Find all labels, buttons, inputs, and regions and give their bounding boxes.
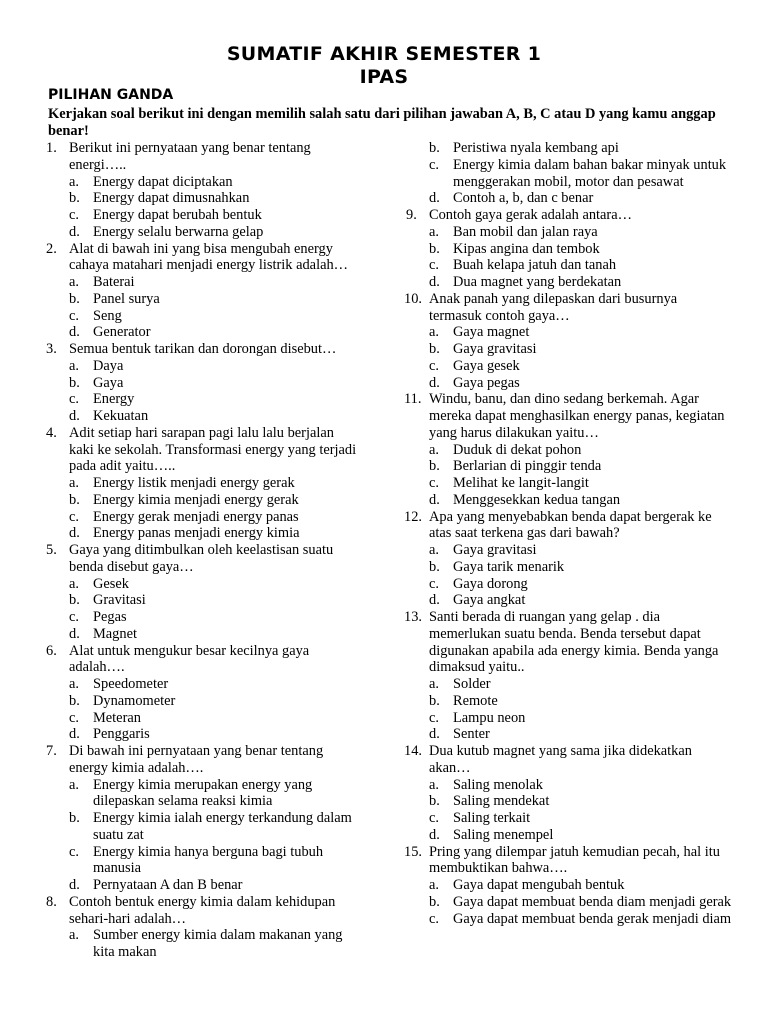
- option-text: Gaya tarik menarik: [453, 558, 565, 575]
- option-2b: [46, 291, 362, 308]
- option-text: Lampu neon: [453, 709, 526, 726]
- option-1b: [46, 190, 362, 207]
- question-number: 13.: [404, 609, 422, 625]
- option-3d: [46, 408, 362, 425]
- option-text: Energy kimia menjadi energy gerak: [93, 491, 299, 508]
- option-text: Seng: [93, 307, 122, 324]
- option-text: Penggaris: [93, 726, 150, 743]
- option-5d: [46, 626, 362, 643]
- option-letter: c.: [429, 709, 439, 726]
- option-14a: [406, 777, 732, 794]
- option-text: Energy listik menjadi energy gerak: [93, 475, 295, 491]
- option-letter: a.: [69, 575, 79, 592]
- document-subtitle: IPAS: [359, 66, 409, 88]
- option-8d: [406, 190, 732, 207]
- option-1a: [46, 174, 362, 191]
- question-number: 14.: [404, 743, 422, 759]
- option-letter: d.: [429, 274, 440, 290]
- option-10c: [406, 358, 732, 375]
- question-1: [46, 140, 362, 174]
- option-letter: a.: [429, 223, 439, 240]
- option-11b: [406, 458, 732, 475]
- option-9b: [406, 241, 732, 258]
- question-3: [46, 341, 362, 358]
- option-8b: [406, 140, 732, 157]
- option-letter: d.: [69, 625, 80, 642]
- option-10a: [406, 324, 732, 341]
- option-text: Baterai: [93, 274, 135, 290]
- left-column: [46, 140, 362, 961]
- instruction-text: Kerjakan soal berikut ini dengan memilih salah satu dari pilihan jawaban A, B, C atau D yang kamu anggap benar!: [48, 106, 716, 139]
- option-text: Energy selalu berwarna gelap: [93, 223, 264, 240]
- option-text: Gaya gesek: [453, 357, 520, 374]
- option-3c: [46, 391, 362, 408]
- option-text: Berlarian di pinggir tenda: [453, 458, 602, 475]
- option-letter: c.: [69, 508, 79, 525]
- question-text: Di bawah ini pernyataan yang benar tentang energy kimia adalah….: [69, 743, 324, 776]
- question-number: 9.: [406, 207, 417, 223]
- option-text: Daya: [93, 357, 124, 374]
- question-text: Contoh gaya gerak adalah antara…: [429, 207, 632, 223]
- option-text: Duduk di dekat pohon: [453, 441, 582, 458]
- option-4b: [46, 492, 362, 509]
- option-text: Energy dapat berubah bentuk: [93, 207, 262, 223]
- option-text: Speedometer: [93, 676, 169, 692]
- option-letter: d.: [69, 324, 80, 341]
- option-13b: [406, 693, 732, 710]
- option-text: Gaya pegas: [453, 374, 520, 391]
- question-8: [46, 894, 362, 928]
- option-text: Energy kimia dalam bahan bakar minyak untuk menggerakan mobil, motor dan pesawat: [453, 156, 727, 190]
- option-letter: b.: [429, 240, 440, 257]
- option-letter: d.: [429, 374, 440, 391]
- option-text: Energy panas menjadi energy kimia: [93, 525, 300, 542]
- option-letter: d.: [69, 877, 80, 893]
- question-text: Alat di bawah ini yang bisa mengubah energy cahaya matahari menjadi energy listrik adalah…: [69, 240, 349, 274]
- option-text: Energy kimia ialah energy terkandung dalam suatu zat: [93, 810, 352, 843]
- option-text: Magnet: [93, 625, 137, 642]
- option-13d: [406, 726, 732, 743]
- option-text: Saling mendekat: [453, 793, 550, 810]
- option-text: Melihat ke langit-langit: [453, 475, 589, 491]
- option-letter: b.: [429, 558, 440, 575]
- option-7a: [46, 777, 362, 811]
- option-text: Contoh a, b, dan c benar: [453, 190, 594, 207]
- option-12c: [406, 576, 732, 593]
- option-11c: [406, 475, 732, 492]
- question-text: Santi berada di ruangan yang gelap . dia memerlukan suatu benda. Benda tersebut dapat digunakan apabila ada energy kimia. Benda yanga dimaksud yaitu..: [429, 609, 719, 676]
- option-15a: [406, 877, 732, 894]
- option-text: Gaya dapat membuat benda diam menjadi gerak: [453, 893, 732, 910]
- question-number: 6.: [46, 642, 57, 659]
- question-5: [46, 542, 362, 576]
- option-14c: [406, 810, 732, 827]
- question-number: 3.: [46, 341, 57, 357]
- option-letter: c.: [69, 391, 79, 408]
- option-9a: [406, 224, 732, 241]
- option-letter: d.: [429, 592, 440, 609]
- question-number: 2.: [46, 240, 57, 257]
- option-12a: [406, 542, 732, 559]
- option-text: Dua magnet yang berdekatan: [453, 274, 622, 290]
- option-text: Saling menolak: [453, 776, 543, 793]
- option-letter: a.: [429, 676, 439, 692]
- question-text: Adit setiap hari sarapan pagi lalu lalu berjalan kaki ke sekolah. Transformasi energy yang terjadi pada adit yaitu…..: [69, 424, 357, 475]
- option-letter: c.: [69, 709, 79, 726]
- option-letter: b.: [429, 140, 440, 156]
- option-11a: [406, 442, 732, 459]
- option-letter: b.: [69, 810, 80, 826]
- option-4d: [46, 525, 362, 542]
- option-letter: a.: [69, 927, 79, 944]
- option-text: Ban mobil dan jalan raya: [453, 223, 598, 240]
- option-13c: [406, 710, 732, 727]
- option-text: Energy dapat dimusnahkan: [93, 190, 250, 207]
- option-6c: [46, 710, 362, 727]
- question-number: 15.: [404, 843, 422, 860]
- option-7c: [46, 844, 362, 878]
- question-text: Dua kutub magnet yang sama jika didekatkan akan…: [429, 743, 692, 776]
- option-10d: [406, 375, 732, 392]
- option-letter: c.: [429, 357, 439, 374]
- question-number: 10.: [404, 290, 422, 307]
- option-letter: b.: [429, 793, 440, 810]
- option-12b: [406, 559, 732, 576]
- option-14b: [406, 793, 732, 810]
- question-number: 4.: [46, 424, 57, 441]
- question-15: [406, 844, 732, 878]
- option-text: Meteran: [93, 709, 141, 726]
- question-number: 7.: [46, 743, 57, 759]
- option-letter: a.: [69, 475, 79, 491]
- question-text: Windu, banu, dan dino sedang berkemah. Agar mereka dapat menghasilkan energy panas, kegiatan yang harus dilakukan yaitu…: [429, 391, 725, 441]
- option-text: Gesek: [93, 575, 129, 592]
- option-text: Kekuatan: [93, 408, 149, 424]
- option-15c: [406, 911, 732, 928]
- question-2: [46, 241, 362, 275]
- option-1d: [46, 224, 362, 241]
- option-letter: c.: [429, 575, 439, 592]
- option-text: Generator: [93, 324, 151, 341]
- option-text: Saling menempel: [453, 826, 554, 843]
- option-1c: [46, 207, 362, 224]
- option-4c: [46, 509, 362, 526]
- option-5b: [46, 592, 362, 609]
- option-letter: a.: [69, 357, 79, 374]
- question-text: Berikut ini pernyataan yang benar tentang energi…..: [69, 140, 311, 173]
- right-column: [406, 140, 732, 927]
- question-4: [46, 425, 362, 475]
- option-12d: [406, 592, 732, 609]
- option-14d: [406, 827, 732, 844]
- option-letter: a.: [429, 776, 439, 793]
- question-7: [46, 743, 362, 777]
- option-text: Gaya gravitasi: [453, 542, 537, 558]
- option-letter: d.: [429, 491, 440, 508]
- option-4a: [46, 475, 362, 492]
- option-7d: [46, 877, 362, 894]
- question-text: Anak panah yang dilepaskan dari busurnya termasuk contoh gaya…: [429, 290, 678, 324]
- question-6: [46, 643, 362, 677]
- option-letter: c.: [429, 910, 439, 927]
- option-letter: d.: [69, 726, 80, 743]
- option-text: Senter: [453, 726, 490, 743]
- option-text: Dynamometer: [93, 692, 176, 709]
- option-text: Pegas: [93, 609, 127, 625]
- option-text: Buah kelapa jatuh dan tanah: [453, 257, 617, 274]
- option-text: Gaya gravitasi: [453, 341, 537, 357]
- question-text: Semua bentuk tarikan dan dorongan disebut…: [69, 341, 337, 357]
- option-text: Gaya dapat mengubah bentuk: [453, 877, 625, 893]
- option-letter: d.: [69, 525, 80, 542]
- option-letter: c.: [429, 810, 439, 826]
- option-text: Gravitasi: [93, 592, 146, 609]
- option-6d: [46, 726, 362, 743]
- option-letter: d.: [429, 726, 440, 743]
- option-letter: a.: [429, 441, 439, 458]
- option-letter: d.: [69, 223, 80, 240]
- option-2c: [46, 308, 362, 325]
- question-9: [406, 207, 732, 224]
- option-text: Remote: [453, 692, 498, 709]
- option-text: Pernyataan A dan B benar: [93, 877, 243, 893]
- option-letter: c.: [429, 475, 439, 491]
- option-5a: [46, 576, 362, 593]
- question-text: Contoh bentuk energy kimia dalam kehidupan sehari-hari adalah…: [69, 893, 336, 927]
- option-letter: b.: [69, 592, 80, 609]
- question-number: 12.: [404, 508, 422, 525]
- option-letter: b.: [429, 893, 440, 910]
- option-text: Energy gerak menjadi energy panas: [93, 508, 299, 525]
- option-letter: c.: [69, 609, 79, 625]
- option-letter: d.: [69, 408, 80, 424]
- option-text: Energy dapat diciptakan: [93, 173, 233, 190]
- option-text: Saling terkait: [453, 810, 531, 826]
- question-12: [406, 509, 732, 543]
- option-letter: a.: [69, 274, 79, 290]
- question-text: Pring yang dilempar jatuh kemudian pecah, hal itu membuktikan bahwa….: [429, 843, 720, 877]
- option-3a: [46, 358, 362, 375]
- option-text: Gaya dorong: [453, 575, 528, 592]
- option-text: Peristiwa nyala kembang api: [453, 140, 619, 156]
- question-text: Gaya yang ditimbulkan oleh keelastisan suatu benda disebut gaya…: [69, 542, 334, 575]
- question-number: 11.: [404, 391, 422, 408]
- option-letter: b.: [429, 341, 440, 357]
- question-number: 8.: [46, 893, 57, 910]
- option-letter: d.: [429, 190, 440, 207]
- document-title: SUMATIF AKHIR SEMESTER 1: [226, 43, 542, 65]
- option-letter: b.: [69, 692, 80, 709]
- option-8a: [46, 927, 362, 961]
- option-6b: [46, 693, 362, 710]
- option-letter: c.: [69, 307, 79, 324]
- option-letter: b.: [69, 290, 80, 307]
- option-2a: [46, 274, 362, 291]
- option-8c: [406, 157, 732, 191]
- question-11: [406, 391, 732, 441]
- option-text: Gaya magnet: [453, 324, 530, 341]
- option-3b: [46, 375, 362, 392]
- option-10b: [406, 341, 732, 358]
- option-text: Energy kimia merupakan energy yang dilepaskan selama reaksi kimia: [93, 776, 313, 810]
- option-text: Energy: [93, 391, 135, 408]
- option-9d: [406, 274, 732, 291]
- option-15b: [406, 894, 732, 911]
- option-6a: [46, 676, 362, 693]
- option-letter: c.: [429, 257, 439, 274]
- option-letter: c.: [69, 207, 79, 223]
- option-letter: b.: [69, 491, 80, 508]
- question-13: [406, 609, 732, 676]
- option-letter: b.: [69, 190, 80, 207]
- question-10: [406, 291, 732, 325]
- option-letter: b.: [69, 374, 80, 391]
- option-letter: d.: [429, 826, 440, 843]
- option-text: Gaya angkat: [453, 592, 526, 609]
- option-5c: [46, 609, 362, 626]
- option-text: Menggesekkan kedua tangan: [453, 491, 621, 508]
- option-text: Sumber energy kimia dalam makanan yang kita makan: [93, 927, 343, 960]
- option-letter: b.: [429, 458, 440, 475]
- question-number: 5.: [46, 542, 57, 558]
- option-letter: a.: [429, 324, 439, 341]
- option-letter: c.: [69, 843, 79, 860]
- option-letter: a.: [69, 173, 79, 190]
- option-13a: [406, 676, 732, 693]
- section-heading: PILIHAN GANDA: [48, 87, 174, 103]
- question-text: Alat untuk mengukur besar kecilnya gaya adalah….: [69, 642, 310, 676]
- option-letter: b.: [429, 692, 440, 709]
- option-letter: a.: [69, 676, 79, 692]
- option-9c: [406, 257, 732, 274]
- option-letter: a.: [69, 776, 79, 793]
- option-7b: [46, 810, 362, 844]
- option-text: Solder: [453, 676, 491, 692]
- option-text: Gaya: [93, 374, 124, 391]
- option-11d: [406, 492, 732, 509]
- option-text: Energy kimia hanya berguna bagi tubuh manusia: [93, 843, 324, 877]
- option-letter: c.: [429, 156, 439, 173]
- option-letter: a.: [429, 877, 439, 893]
- question-text: Apa yang menyebabkan benda dapat bergerak ke atas saat terkena gas dari bawah?: [429, 508, 712, 542]
- question-14: [406, 743, 732, 777]
- question-number: 1.: [46, 140, 57, 156]
- option-text: Gaya dapat membuat benda gerak menjadi diam: [453, 910, 732, 927]
- option-text: Panel surya: [93, 290, 160, 307]
- option-letter: a.: [429, 542, 439, 558]
- option-2d: [46, 324, 362, 341]
- option-text: Kipas angina dan tembok: [453, 240, 600, 257]
